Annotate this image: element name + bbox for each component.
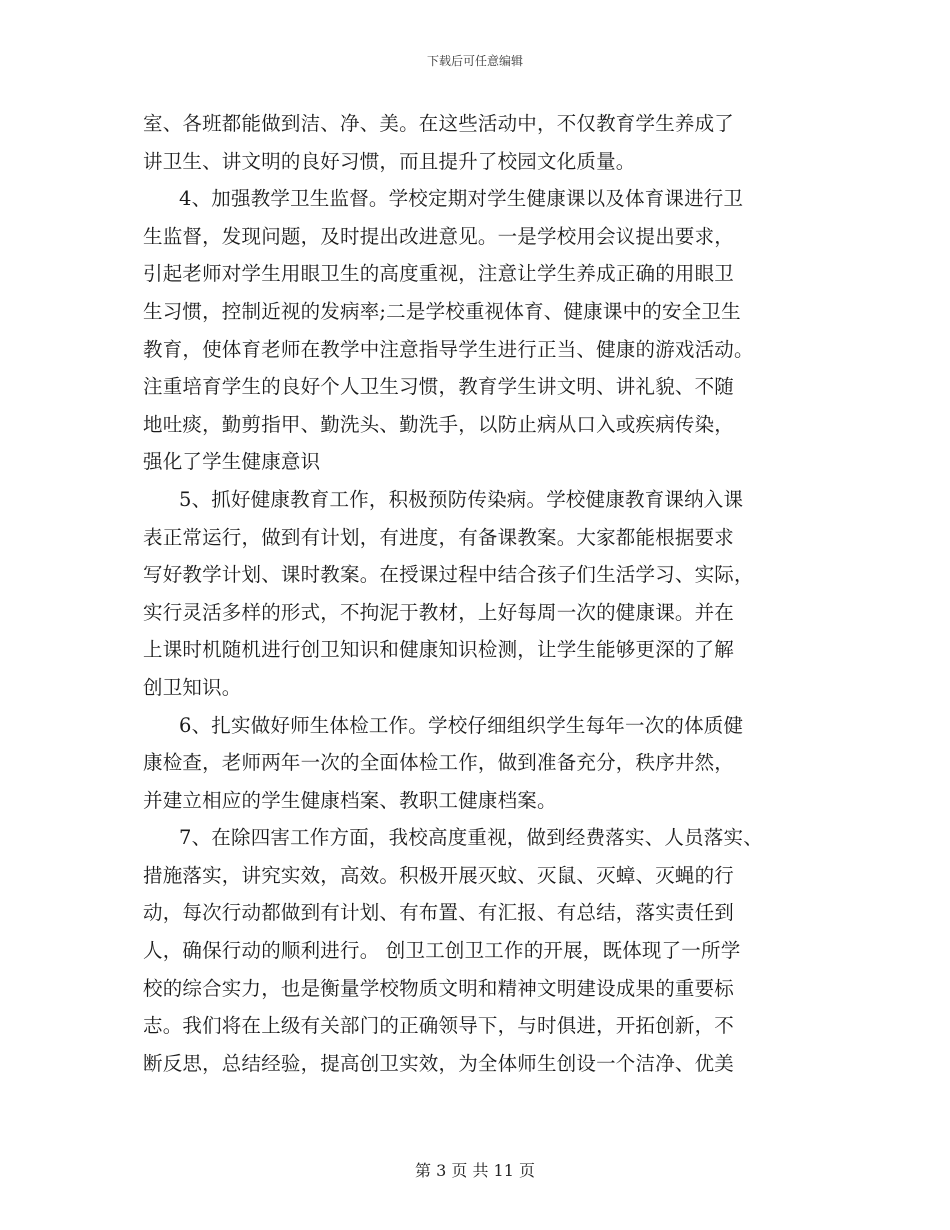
text-line: 动，每次行动都做到有计划、有布置、有汇报、有总结，落实责任到 [143,901,735,925]
text-line: 地吐痰，勤剪指甲、勤洗头、勤洗手，以防止病从口入或疾病传染， [143,412,735,436]
paragraph-start-line: 5、抓好健康教育工作，积极预防传染病。学校健康教育课纳入课 [179,487,744,511]
paragraph-start-line: 6、扎实做好师生体检工作。学校仔细组织学生每年一次的体质健 [179,713,744,737]
text-line: 康检查，老师两年一次的全面体检工作，做到准备充分，秩序井然， [143,751,735,775]
body-text [143,105,823,1082]
text-line: 生习惯，控制近视的发病率;二是学校重视体育、健康课中的安全卫生 [143,299,741,323]
text-line: 措施落实，讲究实效，高效。积极开展灭蚊、灭鼠、灭蟑、灭蝇的行 [143,863,735,887]
text-line: 教育，使体育老师在教学中注意指导学生进行正当、健康的游戏活动。 [143,337,754,361]
text-line: 讲卫生、讲文明的良好习惯，而且提升了校园文化质量。 [143,149,636,173]
page-header: 下载后可任意编辑 [426,54,523,68]
text-line: 写好教学计划、课时教案。在授课过程中结合孩子们生活学习、实际， [143,563,754,587]
text-line: 上课时机随机进行创卫知识和健康知识检测，让学生能够更深的了解 [143,638,735,662]
text-line: 引起老师对学生用眼卫生的高度重视，注意让学生养成正确的用眼卫 [143,262,735,286]
text-line: 注重培育学生的良好个人卫生习惯，教育学生讲文明、讲礼貌、不随 [143,375,735,399]
text-line: 校的综合实力，也是衡量学校物质文明和精神文明建设成果的重要标 [143,976,735,1000]
text-line: 志。我们将在上级有关部门的正确领导下，与时俱进，开拓创新，不 [143,1014,735,1038]
text-line: 生监督，发现问题，及时提出改进意见。一是学校用会议提出要求， [143,224,735,248]
text-line: 并建立相应的学生健康档案、教职工健康档案。 [143,788,557,812]
text-line: 断反思，总结经验，提高创卫实效，为全体师生创设一个洁净、优美 [143,1051,735,1075]
text-line: 实行灵活多样的形式，不拘泥于教材，上好每周一次的健康课。并在 [143,600,735,624]
text-line: 人，确保行动的顺利进行。 创卫工创卫工作的开展，既体现了一所学 [143,939,741,963]
text-line: 室、各班都能做到洁、净、美。在这些活动中，不仅教育学生养成了 [143,112,735,135]
text-line: 表正常运行，做到有计划，有进度，有备课教案。大家都能根据要求 [143,525,735,549]
page-footer: 第 3 页 共 11 页 [415,1161,535,1180]
paragraph-start-line: 4、加强教学卫生监督。学校定期对学生健康课以及体育课进行卫 [179,187,744,211]
text-line: 创卫知识。 [143,675,242,699]
paragraph-start-line: 7、在除四害工作方面，我校高度重视，做到经费落实、人员落实、 [179,826,763,850]
text-line: 强化了学生健康意识 [143,450,321,474]
